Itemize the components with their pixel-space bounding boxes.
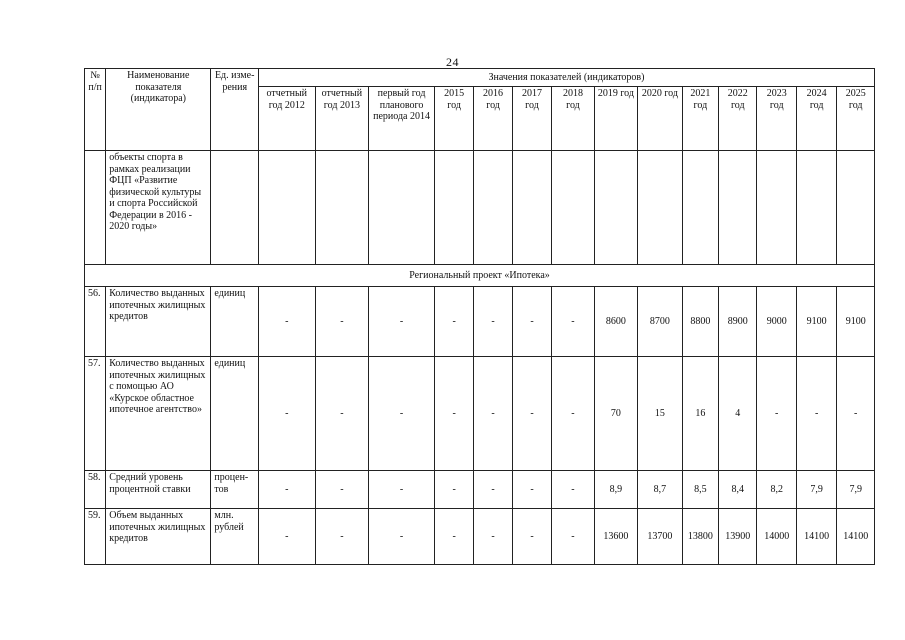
row-value: -	[369, 509, 435, 565]
row-value: -	[552, 471, 594, 509]
row-value: 8900	[719, 287, 757, 357]
table-row	[85, 509, 875, 565]
row-value: -	[512, 471, 551, 509]
row-value: -	[512, 357, 551, 471]
row-indicator-name: Объем выданных ипотечных жилищных кредитов	[106, 509, 211, 565]
row-value: 14100	[796, 509, 836, 565]
row-value: -	[474, 509, 512, 565]
row-value: -	[315, 509, 369, 565]
row-value: -	[474, 357, 512, 471]
header-year: 2018 год	[552, 87, 594, 151]
row-value: -	[434, 509, 473, 565]
row-value: -	[258, 287, 315, 357]
row-value: -	[258, 357, 315, 471]
row-value: 8,4	[719, 471, 757, 509]
table-row	[85, 471, 875, 509]
row-value: 8800	[682, 287, 718, 357]
row-unit: процен-тов	[211, 471, 259, 509]
header-number: № п/п	[85, 69, 106, 151]
header-row	[85, 69, 875, 87]
row-value: -	[258, 471, 315, 509]
row-value: 8700	[638, 287, 683, 357]
row-value: 14000	[757, 509, 796, 565]
table-row	[85, 357, 875, 471]
header-year: 2016 год	[474, 87, 512, 151]
row-value: -	[796, 357, 836, 471]
row-value: 14100	[837, 509, 875, 565]
header-year: отчетный год 2012	[258, 87, 315, 151]
page-number: 24	[446, 55, 459, 69]
row-unit: единиц	[211, 287, 259, 357]
table-row	[85, 287, 875, 357]
row-value: 13700	[638, 509, 683, 565]
row-value: 8600	[594, 287, 637, 357]
header-year: 2022 год	[719, 87, 757, 151]
continuation-row	[85, 151, 875, 265]
row-number: 57.	[85, 357, 106, 471]
row-value: 8,5	[682, 471, 718, 509]
row-value: 9000	[757, 287, 796, 357]
row-value: -	[369, 287, 435, 357]
header-year: отчетный год 2013	[315, 87, 369, 151]
header-year: 2017 год	[512, 87, 551, 151]
row-value: -	[474, 471, 512, 509]
row-value: -	[512, 509, 551, 565]
row-unit: млн. рублей	[211, 509, 259, 565]
row-value: 8,7	[638, 471, 683, 509]
continuation-indicator-name: объекты спорта в рамках реализации ФЦП «Развитие физической культуры и спорта Российской Федерации в 2016 - 2020 годы»	[106, 151, 211, 265]
row-value: 8,2	[757, 471, 796, 509]
row-value: 9100	[796, 287, 836, 357]
row-value: -	[315, 357, 369, 471]
header-values-title: Значения показателей (индикаторов)	[258, 69, 874, 87]
header-year: 2019 год	[594, 87, 637, 151]
row-value: 4	[719, 357, 757, 471]
row-value: 13600	[594, 509, 637, 565]
row-indicator-name: Средний уровень процентной ставки	[106, 471, 211, 509]
row-value: -	[552, 509, 594, 565]
header-year: 2020 год	[638, 87, 683, 151]
row-value: 13900	[719, 509, 757, 565]
row-value: -	[258, 509, 315, 565]
row-value: 16	[682, 357, 718, 471]
row-value: 7,9	[837, 471, 875, 509]
row-indicator-name: Количество выданных ипотечных жилищных кредитов	[106, 287, 211, 357]
row-value: -	[369, 471, 435, 509]
indicators-table	[84, 68, 875, 565]
row-value: -	[474, 287, 512, 357]
header-year: 2021 год	[682, 87, 718, 151]
header-indicator-name: Наименование показателя (индикатора)	[106, 69, 211, 151]
section-title: Региональный проект «Ипотека»	[85, 265, 875, 287]
row-value: -	[315, 287, 369, 357]
row-value: -	[757, 357, 796, 471]
row-value: -	[434, 471, 473, 509]
row-value: 70	[594, 357, 637, 471]
row-number: 56.	[85, 287, 106, 357]
row-value: -	[315, 471, 369, 509]
row-indicator-name: Количество выданных ипотечных жилищных с помощью АО «Курское областное ипотечное агентство»	[106, 357, 211, 471]
row-value: -	[552, 357, 594, 471]
row-value: -	[552, 287, 594, 357]
row-value: 15	[638, 357, 683, 471]
header-year: 2025 год	[837, 87, 875, 151]
row-number: 59.	[85, 509, 106, 565]
header-year: первый год планового периода 2014	[369, 87, 435, 151]
row-value: 7,9	[796, 471, 836, 509]
row-number: 58.	[85, 471, 106, 509]
row-value: -	[434, 287, 473, 357]
row-value: 8,9	[594, 471, 637, 509]
header-year: 2015 год	[434, 87, 473, 151]
row-value: -	[434, 357, 473, 471]
row-value: -	[837, 357, 875, 471]
header-unit: Ед. изме-рения	[211, 69, 259, 151]
row-value: 9100	[837, 287, 875, 357]
header-year: 2023 год	[757, 87, 796, 151]
row-value: -	[369, 357, 435, 471]
section-row	[85, 265, 875, 287]
row-value: 13800	[682, 509, 718, 565]
header-year: 2024 год	[796, 87, 836, 151]
row-unit: единиц	[211, 357, 259, 471]
row-value: -	[512, 287, 551, 357]
